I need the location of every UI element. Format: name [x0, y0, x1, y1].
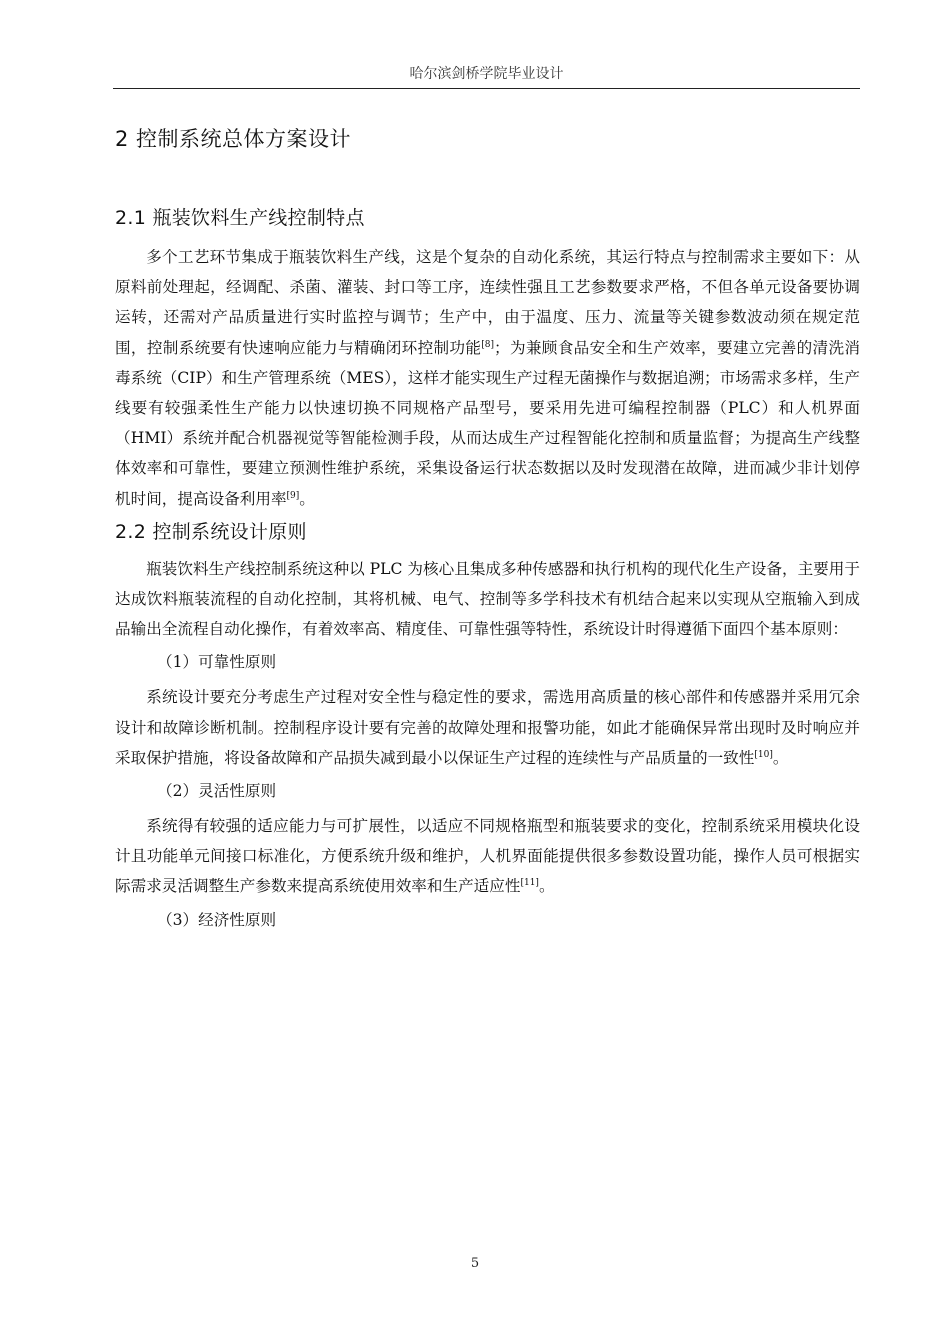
citation-10: [10] [754, 749, 773, 760]
principle-3-title: （3）经济性原则 [157, 910, 277, 929]
paragraph-end: 。 [772, 748, 789, 767]
paragraph-text: ；为兼顾食品安全和生产效率，要建立完善的清洗消毒系统（CIP）和生产管理系统（MES），这样才能实现生产过程无菌操作与数据追溯；市场需求多样，生产线要有较强柔性生产能力以快速切换不同规格产品型号，要采用先进可编程控制器（PLC）和人机界面（HMI）系统并配合机器视觉等智能检测手段，从而达成生产过程智能化控制和质量监督；为提高生产线整体效率和可靠性，要建立预测性维护系统，采集设备运行状态数据以及时发现潜在故障，进而减少非计划停机时间，提高设备利用率 [115, 338, 860, 508]
header-rule [113, 88, 860, 89]
citation-9: [9] [286, 490, 300, 501]
principle-1-title: （1）可靠性原则 [157, 653, 277, 672]
paragraph-design-principles-intro: 瓶装饮料生产线控制系统这种以 PLC 为核心且集成多种传感器和执行机构的现代化生产设备，主要用于达成饮料瓶装流程的自动化控制，其将机械、电气、控制等多学科技术有机结合起来以实现从空瓶输入到成品输出全流程自动化操作，有着效率高、精度佳、可靠性强等特性，系统设计时得遵循下面四个基本原则： [115, 559, 860, 639]
section-title-2-1: 2.1 瓶装饮料生产线控制特点 [115, 207, 365, 229]
paragraph-text: 系统得有较强的适应能力与可扩展性，以适应不同规格瓶型和瓶装要求的变化，控制系统采用模块化设计且功能单元间接口标准化，方便系统升级和维护，人机界面能提供很多参数设置功能，操作人员可根据实际需求灵活调整生产参数来提高系统使用效率和生产适应性 [115, 817, 860, 896]
running-header: 哈尔滨剑桥学院毕业设计 [409, 66, 564, 82]
paragraph-reliability [115, 682, 860, 773]
paragraph-end: 。 [299, 489, 315, 508]
paragraph-text: 系统设计要充分考虑生产过程对安全性与稳定性的要求，需选用高质量的核心部件和传感器并采用冗余设计和故障诊断机制。控制程序设计要有完善的故障处理和报警功能，如此才能确保异常出现时及时响应并采取保护措施，将设备故障和产品损失减到最小以保证生产过程的连续性与产品质量的一致性 [115, 688, 860, 767]
paragraph-end: 。 [538, 877, 555, 896]
paragraph-text: 多个工艺环节集成于瓶装饮料生产线，这是个复杂的自动化系统，其运行特点与控制需求主要如下：从原料前处理起，经调配、杀菌、灌装、封口等工序，连续性强且工艺参数要求严格，不但各单元设备要协调运转，还需对产品质量进行实时监控与调节；生产中，由于温度、压力、流量等关键参数波动须在规定范围，控制系统要有快速响应能力与精确闭环控制功能 [115, 248, 860, 357]
section-title-2-2: 2.2 控制系统设计原则 [115, 520, 307, 543]
page-body [115, 122, 860, 940]
chapter-title: 2 控制系统总体方案设计 [115, 127, 352, 151]
paragraph-flexibility [115, 811, 860, 902]
principle-2-title: （2）灵活性原则 [157, 782, 277, 801]
paragraph-control-features [115, 242, 860, 514]
page-number: 5 [470, 1256, 480, 1271]
citation-11: [11] [520, 878, 539, 889]
citation-8: [8] [481, 339, 495, 350]
